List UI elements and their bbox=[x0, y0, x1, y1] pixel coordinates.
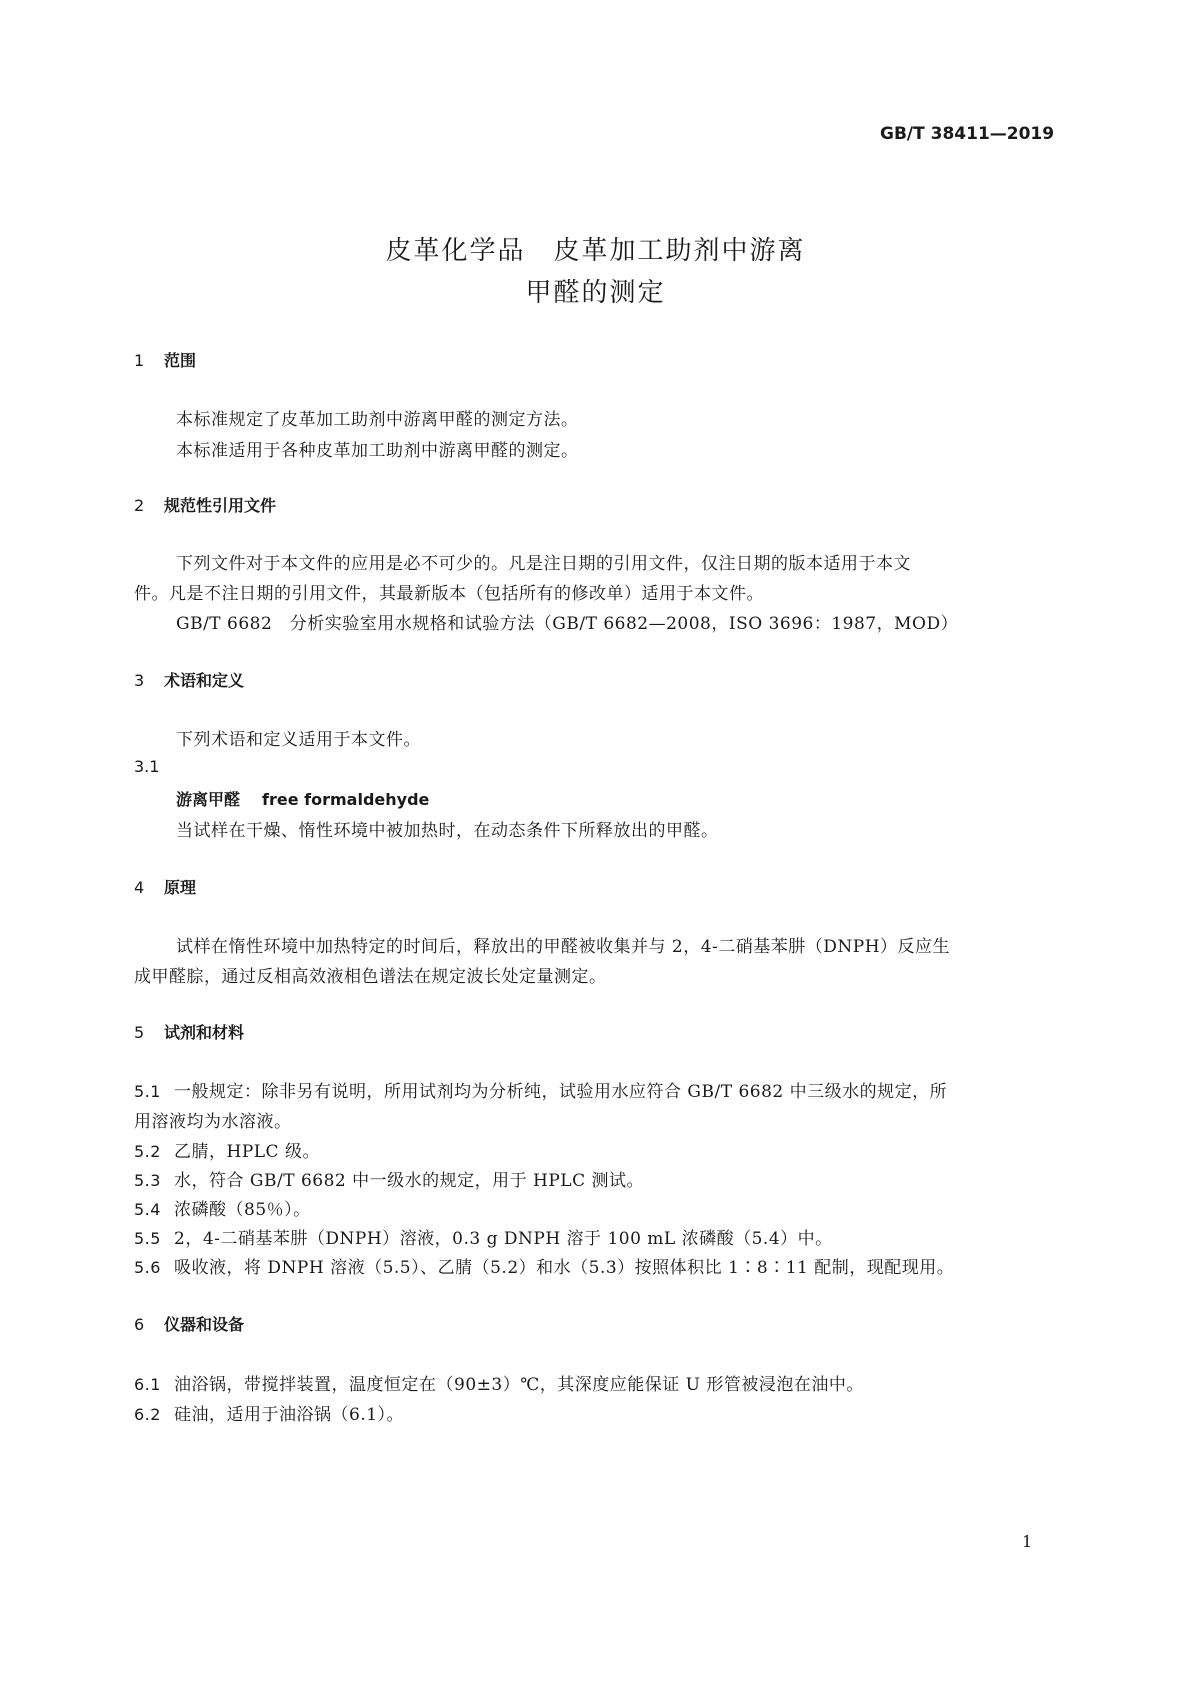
section-1-heading bbox=[134, 348, 196, 371]
section-title: 范围 bbox=[164, 351, 197, 370]
paragraph-continuation: 件。凡是不注日期的引用文件，其最新版本（包括所有的修改单）适用于本文件。 bbox=[134, 584, 764, 604]
section-number: 6 bbox=[134, 1315, 145, 1334]
section-3-heading bbox=[134, 668, 244, 691]
term-definition: 当试样在干燥、惰性环境中被加热时，在动态条件下所释放出的甲醛。 bbox=[176, 821, 719, 841]
standard-number: GB/T 38411—2019 bbox=[880, 124, 1055, 144]
list-item bbox=[134, 1224, 833, 1249]
section-number: 5 bbox=[134, 1023, 145, 1042]
term-chinese: 游离甲醛 bbox=[176, 790, 241, 809]
section-title: 仪器和设备 bbox=[164, 1315, 245, 1334]
list-item bbox=[134, 1253, 954, 1278]
list-item bbox=[134, 1077, 947, 1102]
section-number: 1 bbox=[134, 351, 145, 370]
list-item bbox=[134, 1166, 644, 1191]
section-title: 术语和定义 bbox=[164, 671, 245, 690]
list-item bbox=[134, 1370, 864, 1395]
section-2-heading bbox=[134, 493, 276, 516]
section-number: 3 bbox=[134, 671, 145, 690]
item-text: 油浴锅，带搅拌装置，温度恒定在（90±3）℃，其深度应能保证 U 形管被浸泡在油中。 bbox=[174, 1375, 864, 1395]
item-number: 6.1 bbox=[134, 1375, 161, 1394]
section-number: 4 bbox=[134, 878, 145, 897]
section-number: 2 bbox=[134, 496, 145, 515]
document-title-line2: 甲醛的测定 bbox=[525, 278, 666, 308]
section-6-heading bbox=[134, 1312, 244, 1335]
section-title: 试剂和材料 bbox=[164, 1023, 245, 1042]
item-number: 5.5 bbox=[134, 1229, 161, 1248]
section-5-heading bbox=[134, 1020, 244, 1043]
item-text: 水，符合 GB/T 6682 中一级水的规定，用于 HPLC 测试。 bbox=[174, 1171, 644, 1191]
list-item bbox=[134, 1195, 311, 1220]
item-text: 一般规定：除非另有说明，所用试剂均为分析纯，试验用水应符合 GB/T 6682 中三级水的规定，所 bbox=[174, 1082, 948, 1102]
item-text: 吸收液，将 DNPH 溶液（5.5）、乙腈（5.2）和水（5.3）按照体积比 1∶8∶11 配制，现配现用。 bbox=[174, 1258, 955, 1278]
paragraph: 试样在惰性环境中加热特定的时间后，释放出的甲醛被收集并与 2，4-二硝基苯肼（DNPH）反应生 bbox=[176, 937, 951, 957]
document-title-line1: 皮革化学品 皮革加工助剂中游离 bbox=[385, 236, 806, 266]
subsection-number: 3.1 bbox=[134, 757, 160, 776]
item-text: 硅油，适用于油浴锅（6.1）。 bbox=[174, 1405, 405, 1425]
term-english: free formaldehyde bbox=[262, 790, 430, 809]
item-number: 5.1 bbox=[134, 1082, 161, 1101]
item-number: 5.4 bbox=[134, 1200, 161, 1219]
paragraph: 本标准适用于各种皮革加工助剂中游离甲醛的测定。 bbox=[176, 441, 579, 461]
list-item-continuation: 用溶液均为水溶液。 bbox=[134, 1112, 292, 1132]
paragraph: 下列术语和定义适用于本文件。 bbox=[176, 730, 421, 750]
section-title: 规范性引用文件 bbox=[164, 496, 277, 515]
item-text: 乙腈，HPLC 级。 bbox=[174, 1142, 320, 1162]
item-text: 2，4-二硝基苯肼（DNPH）溶液，0.3 g DNPH 溶于 100 mL 浓磷酸（5.4）中。 bbox=[174, 1229, 833, 1249]
paragraph-continuation: 成甲醛腙，通过反相高效液相色谱法在规定波长处定量测定。 bbox=[134, 967, 607, 987]
list-item bbox=[134, 1137, 320, 1162]
page-number: 1 bbox=[1022, 1532, 1033, 1551]
paragraph: 下列文件对于本文件的应用是必不可少的。凡是注日期的引用文件，仅注日期的版本适用于本文 bbox=[176, 554, 911, 574]
item-number: 5.2 bbox=[134, 1142, 161, 1161]
term-entry bbox=[176, 787, 429, 810]
section-title: 原理 bbox=[164, 878, 197, 897]
normative-reference: GB/T 6682 分析实验室用水规格和试验方法（GB/T 6682—2008，ISO 3696：1987，MOD） bbox=[176, 614, 959, 634]
item-number: 6.2 bbox=[134, 1405, 161, 1424]
paragraph: 本标准规定了皮革加工助剂中游离甲醛的测定方法。 bbox=[176, 410, 579, 430]
section-4-heading bbox=[134, 875, 196, 898]
item-number: 5.6 bbox=[134, 1258, 161, 1277]
item-number: 5.3 bbox=[134, 1171, 161, 1190]
list-item bbox=[134, 1400, 404, 1425]
item-text: 浓磷酸（85％）。 bbox=[174, 1200, 311, 1220]
